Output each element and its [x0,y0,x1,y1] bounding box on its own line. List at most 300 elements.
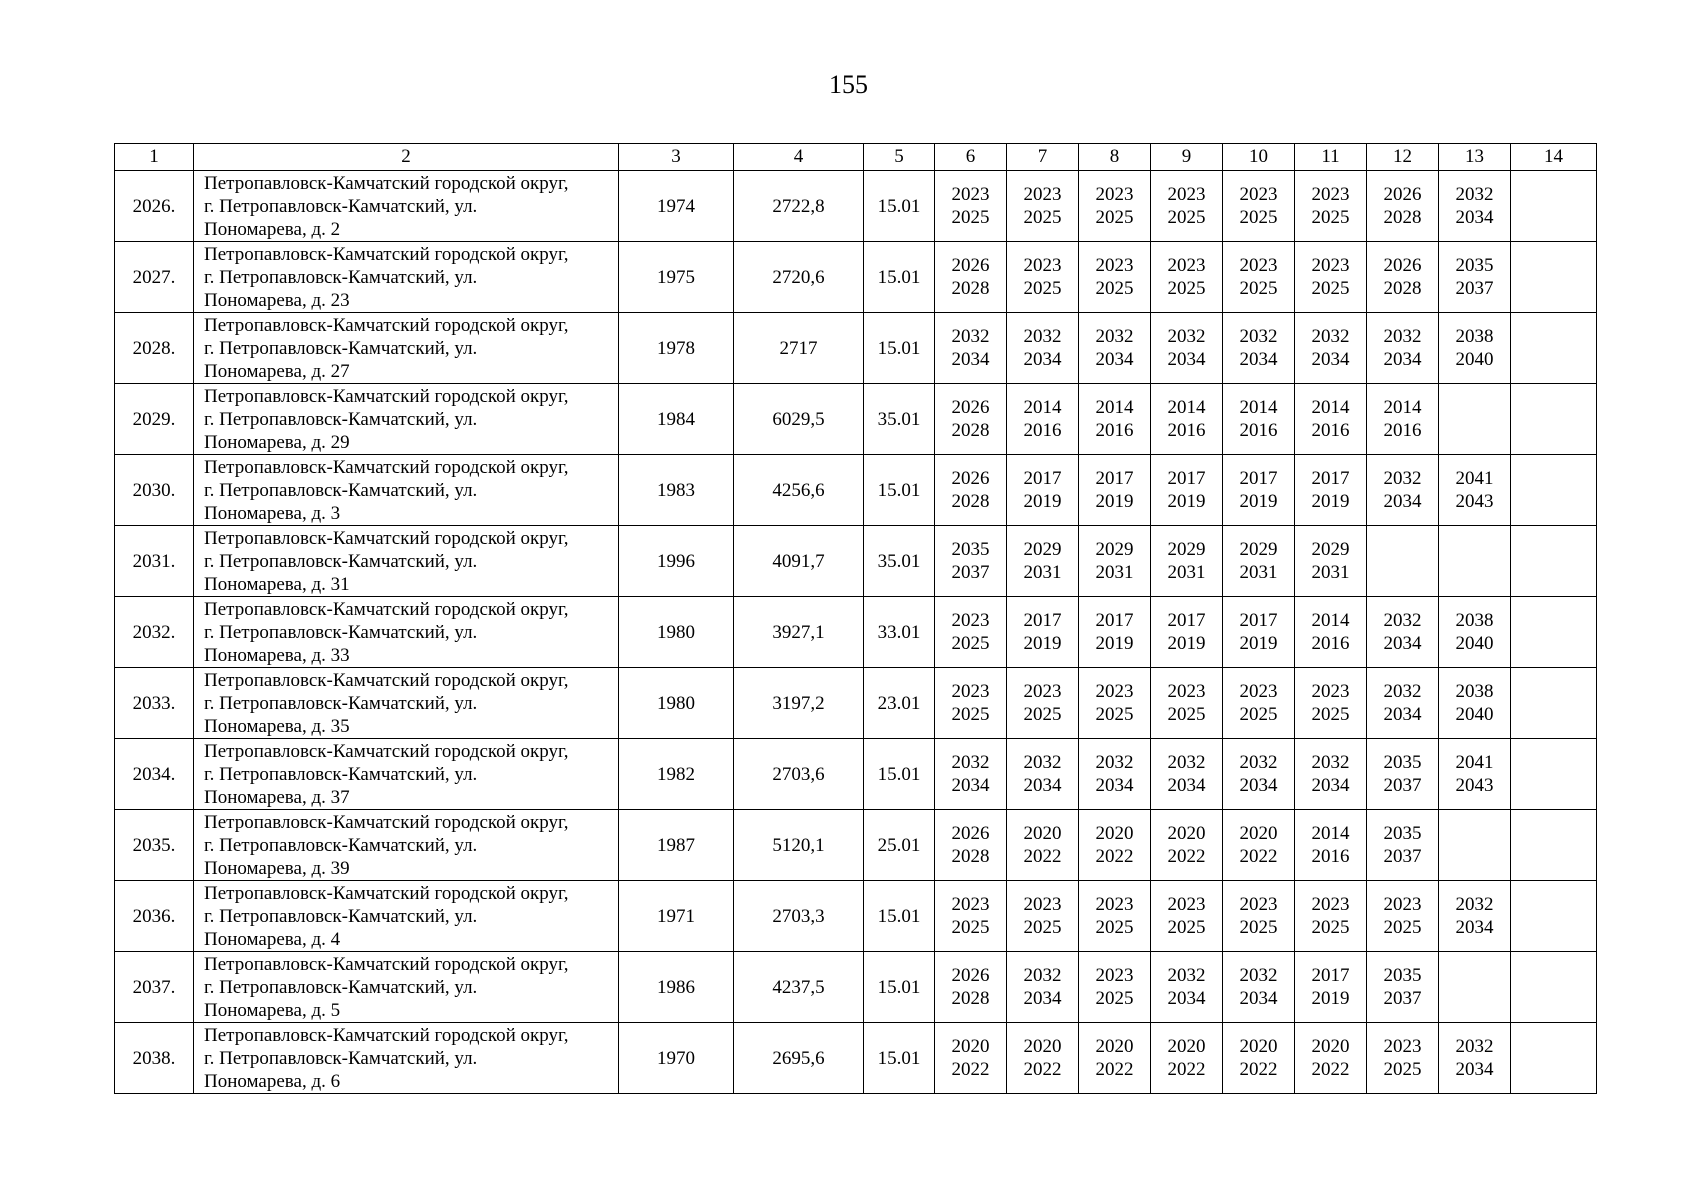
area-cell: 2695,6 [734,1023,864,1094]
code-cell: 15.01 [864,881,935,952]
row-number-cell: 2029. [115,384,194,455]
period-cell [1079,739,1151,810]
period-cell [1007,810,1079,881]
period-cell [935,242,1007,313]
table-row [115,242,1597,313]
period-start-year: 2023 [951,894,990,915]
period-start-year: 2023 [1239,184,1278,205]
address-line: Петропавловск-Камчатский городской округ, [204,811,569,833]
address-line: Пономарева, д. 33 [204,644,350,666]
period-end-year: 2043 [1455,491,1494,512]
period-end-year: 2028 [1383,207,1422,228]
table-row [115,455,1597,526]
period-cell [1223,242,1295,313]
address-line: г. Петропавловск-Камчатский, ул. [204,763,478,785]
period-end-year: 2037 [1383,846,1422,867]
address-cell [194,952,619,1023]
code-cell: 15.01 [864,952,935,1023]
period-start-year: 2029 [1239,539,1278,560]
period-cell [1295,597,1367,668]
period-cell [1007,881,1079,952]
area-cell: 4237,5 [734,952,864,1023]
period-end-year: 2025 [1095,207,1134,228]
period-start-year: 2026 [951,823,990,844]
period-cell [1295,952,1367,1023]
address-line: г. Петропавловск-Камчатский, ул. [204,550,478,572]
period-start-year: 2017 [1239,468,1278,489]
row-number-cell: 2030. [115,455,194,526]
period-end-year: 2034 [1383,491,1422,512]
period-end-year: 2025 [951,633,990,654]
row-number-cell: 2037. [115,952,194,1023]
period-end-year: 2025 [1167,704,1206,725]
period-end-year: 2025 [951,207,990,228]
address-line: Пономарева, д. 3 [204,502,341,524]
table-row [115,597,1597,668]
period-start-year: 2023 [951,610,990,631]
header-row [115,144,1597,171]
row-number-cell: 2035. [115,810,194,881]
code-cell: 23.01 [864,668,935,739]
build-year-cell: 1980 [619,668,734,739]
address-line: Петропавловск-Камчатский городской округ, [204,740,569,762]
period-start-year: 2017 [1095,610,1134,631]
period-end-year: 2025 [1311,917,1350,938]
period-start-year: 2038 [1455,610,1494,631]
period-end-year: 2016 [1239,420,1278,441]
header-cell: 6 [935,144,1007,171]
area-cell: 2717 [734,313,864,384]
period-end-year: 2025 [1167,917,1206,938]
period-end-year: 2031 [1167,562,1206,583]
area-cell: 4091,7 [734,526,864,597]
row-number-cell: 2026. [115,171,194,242]
period-end-year: 2034 [1023,988,1062,1009]
area-cell: 6029,5 [734,384,864,455]
period-cell [1439,455,1511,526]
period-start-year: 2017 [1311,965,1350,986]
address-line: Петропавловск-Камчатский городской округ, [204,882,569,904]
period-cell [1367,1023,1439,1094]
period-cell [1079,526,1151,597]
period-end-year: 2037 [1455,278,1494,299]
period-end-year: 2019 [1167,491,1206,512]
period-end-year: 2019 [1095,633,1134,654]
period-cell [1007,171,1079,242]
period-end-year: 2028 [951,491,990,512]
period-cell [1151,952,1223,1023]
address-cell [194,1023,619,1094]
period-end-year: 2025 [1095,917,1134,938]
period-cell [935,313,1007,384]
period-start-year: 2023 [1239,894,1278,915]
period-start-year: 2023 [1239,255,1278,276]
period-start-year: 2035 [1383,752,1422,773]
period-start-year: 2023 [1167,184,1206,205]
period-end-year: 2028 [951,420,990,441]
period-start-year: 2020 [1239,1036,1278,1057]
table-row [115,952,1597,1023]
page-number: 155 [829,70,868,99]
period-end-year: 2019 [1167,633,1206,654]
build-year-cell: 1983 [619,455,734,526]
period-cell [1511,313,1597,384]
header-cell: 8 [1079,144,1151,171]
period-start-year: 2014 [1167,397,1206,418]
period-start-year: 2032 [1095,326,1134,347]
area-cell: 4256,6 [734,455,864,526]
period-start-year: 2032 [1383,326,1422,347]
row-number-cell: 2027. [115,242,194,313]
period-cell [1295,171,1367,242]
period-end-year: 2016 [1311,420,1350,441]
period-start-year: 2035 [1383,823,1422,844]
period-cell [1079,171,1151,242]
row-number-cell: 2033. [115,668,194,739]
register-table [114,143,1597,1094]
period-cell [1367,384,1439,455]
period-end-year: 2016 [1383,420,1422,441]
address-cell [194,384,619,455]
period-cell [1079,668,1151,739]
table-row [115,881,1597,952]
area-cell: 3927,1 [734,597,864,668]
address-line: Пономарева, д. 4 [204,928,341,950]
period-cell [1367,881,1439,952]
period-cell [1439,952,1511,1023]
period-cell [1151,739,1223,810]
table-header [115,144,1597,171]
period-cell [1367,171,1439,242]
period-cell [1439,739,1511,810]
period-cell [1439,384,1511,455]
period-start-year: 2032 [1383,610,1422,631]
code-cell: 25.01 [864,810,935,881]
period-end-year: 2025 [951,704,990,725]
build-year-cell: 1971 [619,881,734,952]
address-cell [194,881,619,952]
period-end-year: 2034 [1239,349,1278,370]
header-cell: 13 [1439,144,1511,171]
period-cell [1151,668,1223,739]
code-cell: 35.01 [864,384,935,455]
header-cell: 9 [1151,144,1223,171]
period-cell [1439,597,1511,668]
period-end-year: 2034 [1095,349,1134,370]
period-start-year: 2014 [1311,397,1350,418]
period-cell [1151,597,1223,668]
period-end-year: 2019 [1023,491,1062,512]
period-end-year: 2019 [1311,988,1350,1009]
period-end-year: 2022 [1095,1059,1134,1080]
period-cell [1439,668,1511,739]
period-start-year: 2023 [1383,1036,1422,1057]
period-cell [1223,597,1295,668]
row-number-cell: 2038. [115,1023,194,1094]
header-cell: 11 [1295,144,1367,171]
period-end-year: 2025 [1023,207,1062,228]
period-start-year: 2023 [1311,894,1350,915]
period-cell [1223,1023,1295,1094]
period-cell [1007,242,1079,313]
period-cell [1007,313,1079,384]
period-start-year: 2032 [1455,894,1494,915]
period-cell [1367,810,1439,881]
table-row [115,384,1597,455]
period-start-year: 2032 [1023,965,1062,986]
address-cell [194,242,619,313]
period-cell [1511,739,1597,810]
period-start-year: 2035 [951,539,990,560]
period-cell [1511,810,1597,881]
period-end-year: 2025 [1023,704,1062,725]
address-cell [194,526,619,597]
period-cell [1223,171,1295,242]
address-line: Пономарева, д. 23 [204,289,350,311]
period-end-year: 2034 [1383,704,1422,725]
period-cell [1295,881,1367,952]
table-row [115,810,1597,881]
period-start-year: 2029 [1167,539,1206,560]
period-cell [1079,881,1151,952]
period-start-year: 2017 [1311,468,1350,489]
period-end-year: 2040 [1455,349,1494,370]
address-line: г. Петропавловск-Камчатский, ул. [204,1047,478,1069]
period-cell [1079,952,1151,1023]
period-start-year: 2032 [1023,326,1062,347]
period-cell [1007,668,1079,739]
address-line: г. Петропавловск-Камчатский, ул. [204,479,478,501]
area-cell: 2722,8 [734,171,864,242]
code-cell: 35.01 [864,526,935,597]
period-cell [1223,455,1295,526]
period-cell [1223,952,1295,1023]
period-start-year: 2026 [1383,184,1422,205]
header-cell: 1 [115,144,194,171]
period-cell [1223,313,1295,384]
table-row [115,526,1597,597]
period-end-year: 2016 [1095,420,1134,441]
period-cell [935,1023,1007,1094]
period-cell [1223,668,1295,739]
address-line: Пономарева, д. 37 [204,786,350,808]
period-cell [1223,810,1295,881]
address-cell [194,455,619,526]
period-start-year: 2020 [1239,823,1278,844]
period-end-year: 2034 [1167,775,1206,796]
period-end-year: 2034 [951,349,990,370]
period-start-year: 2038 [1455,326,1494,347]
period-end-year: 2034 [951,775,990,796]
period-end-year: 2025 [1239,278,1278,299]
period-start-year: 2032 [1167,752,1206,773]
period-cell [1007,1023,1079,1094]
period-cell [1151,313,1223,384]
period-start-year: 2032 [951,326,990,347]
period-end-year: 2025 [1023,278,1062,299]
period-end-year: 2028 [951,988,990,1009]
period-end-year: 2034 [1095,775,1134,796]
period-cell [1007,384,1079,455]
period-cell [1511,384,1597,455]
period-cell [1367,597,1439,668]
period-cell [1511,881,1597,952]
build-year-cell: 1984 [619,384,734,455]
period-end-year: 2022 [1023,1059,1062,1080]
header-cell: 4 [734,144,864,171]
period-end-year: 2016 [1023,420,1062,441]
build-year-cell: 1970 [619,1023,734,1094]
period-cell [935,668,1007,739]
build-year-cell: 1975 [619,242,734,313]
period-cell [935,881,1007,952]
period-cell [1295,668,1367,739]
period-start-year: 2023 [1239,681,1278,702]
period-cell [1439,1023,1511,1094]
period-cell [1367,242,1439,313]
period-start-year: 2032 [1455,1036,1494,1057]
period-cell [1511,1023,1597,1094]
period-cell [1079,384,1151,455]
code-cell: 15.01 [864,739,935,810]
address-line: Петропавловск-Камчатский городской округ, [204,527,569,549]
period-end-year: 2016 [1311,633,1350,654]
period-cell [1223,739,1295,810]
period-start-year: 2020 [1095,1036,1134,1057]
code-cell: 15.01 [864,455,935,526]
period-cell [935,384,1007,455]
address-line: г. Петропавловск-Камчатский, ул. [204,337,478,359]
address-line: Пономарева, д. 29 [204,431,350,453]
period-start-year: 2041 [1455,752,1494,773]
period-end-year: 2034 [1167,349,1206,370]
period-start-year: 2023 [1167,894,1206,915]
period-cell [1367,952,1439,1023]
period-end-year: 2034 [1167,988,1206,1009]
build-year-cell: 1982 [619,739,734,810]
period-start-year: 2014 [1239,397,1278,418]
header-cell: 5 [864,144,935,171]
row-number-cell: 2036. [115,881,194,952]
address-line: г. Петропавловск-Камчатский, ул. [204,834,478,856]
area-cell: 2703,3 [734,881,864,952]
period-cell [1223,384,1295,455]
period-cell [1439,171,1511,242]
header-cell: 2 [194,144,619,171]
period-cell [1151,455,1223,526]
period-start-year: 2029 [1311,539,1350,560]
period-end-year: 2034 [1239,775,1278,796]
period-start-year: 2023 [951,681,990,702]
period-start-year: 2014 [1311,823,1350,844]
period-cell [1295,526,1367,597]
row-number-cell: 2031. [115,526,194,597]
period-start-year: 2017 [1095,468,1134,489]
table-row [115,313,1597,384]
period-end-year: 2034 [1023,349,1062,370]
period-start-year: 2023 [1095,184,1134,205]
period-start-year: 2041 [1455,468,1494,489]
period-cell [935,597,1007,668]
period-end-year: 2037 [1383,988,1422,1009]
period-cell [1079,1023,1151,1094]
period-end-year: 2025 [1023,917,1062,938]
period-cell [1295,242,1367,313]
address-line: Петропавловск-Камчатский городской округ, [204,314,569,336]
period-end-year: 2037 [951,562,990,583]
period-start-year: 2032 [1455,184,1494,205]
period-start-year: 2032 [1095,752,1134,773]
period-end-year: 2016 [1167,420,1206,441]
period-start-year: 2020 [1311,1036,1350,1057]
period-end-year: 2022 [1311,1059,1350,1080]
header-cell: 14 [1511,144,1597,171]
address-line: Петропавловск-Камчатский городской округ, [204,669,569,691]
period-end-year: 2022 [1023,846,1062,867]
period-cell [1511,242,1597,313]
period-end-year: 2031 [1311,562,1350,583]
address-line: Петропавловск-Камчатский городской округ, [204,385,569,407]
address-line: Пономарева, д. 27 [204,360,350,382]
period-start-year: 2020 [951,1036,990,1057]
period-start-year: 2023 [1311,255,1350,276]
period-end-year: 2034 [1311,775,1350,796]
period-end-year: 2025 [951,917,990,938]
table-row [115,1023,1597,1094]
build-year-cell: 1980 [619,597,734,668]
period-start-year: 2014 [1095,397,1134,418]
period-end-year: 2034 [1455,1059,1494,1080]
code-cell: 15.01 [864,1023,935,1094]
period-start-year: 2014 [1383,397,1422,418]
address-line: г. Петропавловск-Камчатский, ул. [204,621,478,643]
period-start-year: 2020 [1167,1036,1206,1057]
period-cell [1007,597,1079,668]
build-year-cell: 1974 [619,171,734,242]
period-cell [1367,455,1439,526]
period-start-year: 2020 [1095,823,1134,844]
period-end-year: 2019 [1311,491,1350,512]
period-cell [1367,526,1439,597]
address-line: Петропавловск-Камчатский городской округ, [204,598,569,620]
period-cell [1007,455,1079,526]
period-start-year: 2014 [1311,610,1350,631]
period-cell [1511,952,1597,1023]
address-line: Петропавловск-Камчатский городской округ, [204,1024,569,1046]
address-line: г. Петропавловск-Камчатский, ул. [204,408,478,430]
period-start-year: 2017 [1167,468,1206,489]
period-start-year: 2023 [1023,681,1062,702]
period-end-year: 2016 [1311,846,1350,867]
period-cell [1151,384,1223,455]
period-end-year: 2022 [1167,846,1206,867]
address-line: Петропавловск-Камчатский городской округ, [204,456,569,478]
period-cell [1295,739,1367,810]
period-start-year: 2023 [951,184,990,205]
period-cell [935,526,1007,597]
period-cell [1007,739,1079,810]
period-cell [1511,526,1597,597]
period-cell [1151,526,1223,597]
address-line: г. Петропавловск-Камчатский, ул. [204,692,478,714]
address-line: г. Петропавловск-Камчатский, ул. [204,905,478,927]
address-line: Пономарева, д. 39 [204,857,350,879]
period-cell [1511,171,1597,242]
period-start-year: 2017 [1023,610,1062,631]
header-cell: 3 [619,144,734,171]
period-start-year: 2017 [1023,468,1062,489]
period-cell [1439,881,1511,952]
